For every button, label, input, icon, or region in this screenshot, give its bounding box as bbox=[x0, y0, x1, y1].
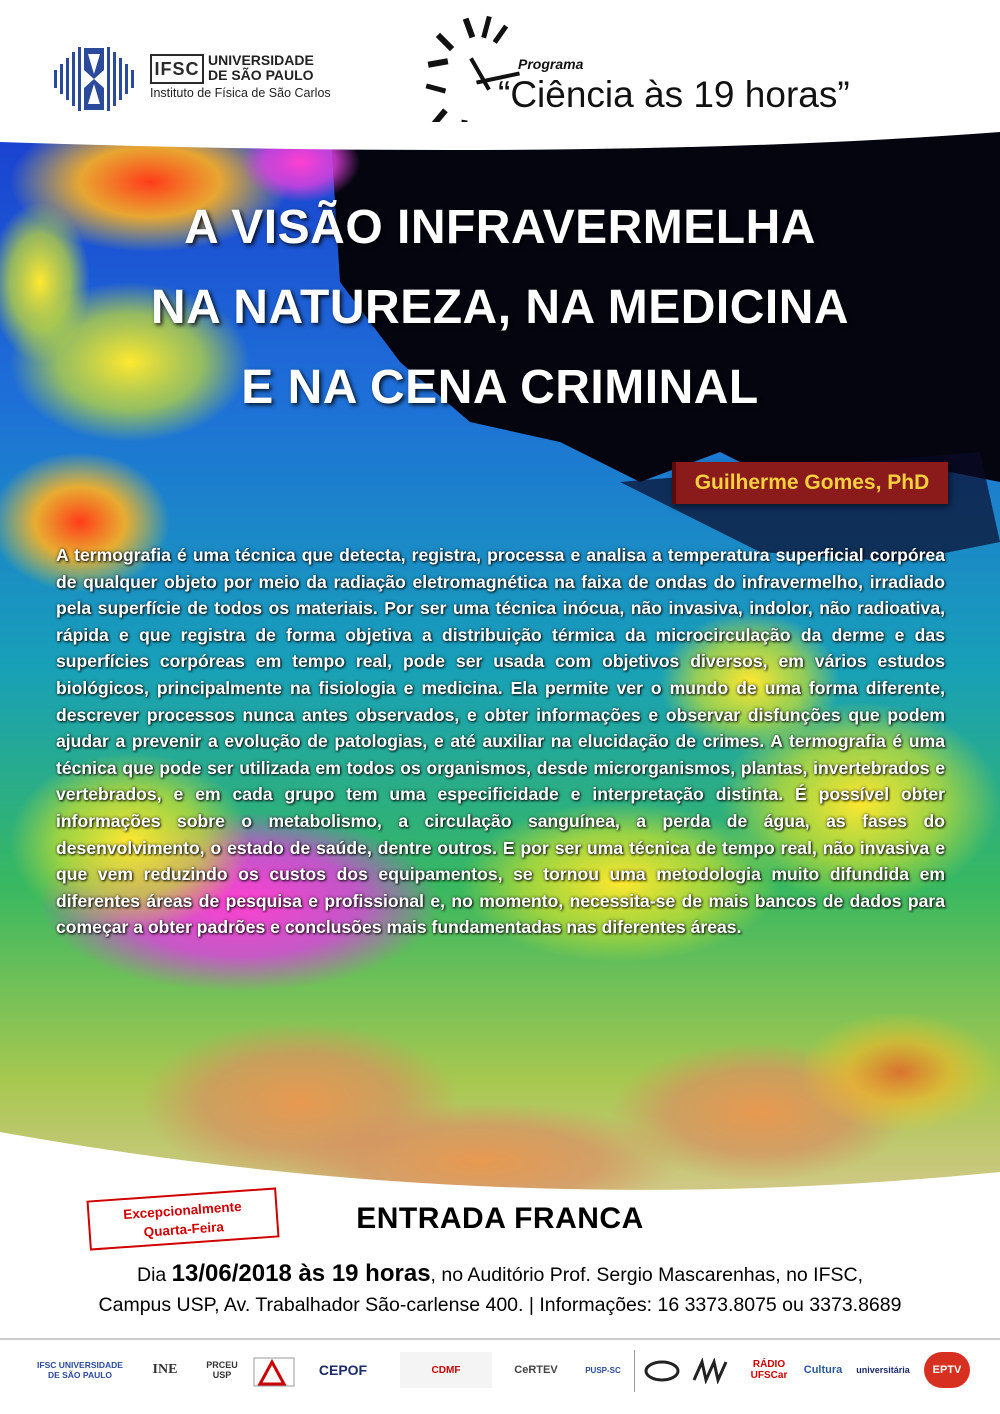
exception-line-2: Quarta-Feira bbox=[143, 1219, 225, 1240]
university-line-1: UNIVERSIDADE bbox=[208, 52, 314, 68]
sponsor-icon-b bbox=[644, 1358, 680, 1384]
exception-line-1: Excepcionalmente bbox=[122, 1198, 243, 1223]
sponsor-universitaria: universitária bbox=[856, 1365, 910, 1375]
usp-logo-icon bbox=[52, 44, 136, 114]
sponsor-certev: CeRTEV bbox=[514, 1364, 558, 1376]
footer-divider bbox=[0, 1338, 1000, 1340]
sponsor-eptv: EPTV bbox=[924, 1352, 970, 1388]
program-label: Programa bbox=[518, 56, 584, 72]
program-title: “Ciência às 19 horas” bbox=[498, 74, 850, 115]
ifsc-logo: IFSC bbox=[150, 54, 204, 84]
sponsor-ifsc: IFSC UNIVERSIDADE DE SÃO PAULO bbox=[37, 1360, 123, 1380]
venue-text: , no Auditório Prof. Sergio Mascarenhas, no IFSC, bbox=[430, 1264, 864, 1286]
sponsor-prceu: PRCEU USP bbox=[206, 1360, 238, 1380]
sponsor-icon-c bbox=[692, 1358, 732, 1384]
sponsor-radio: RÁDIO UFSCar bbox=[750, 1359, 788, 1381]
sponsor-divider bbox=[634, 1350, 635, 1392]
university-line-2: DE SÃO PAULO bbox=[208, 67, 314, 83]
event-date-line bbox=[0, 1260, 1000, 1288]
title-line-3: E NA CENA CRIMINAL bbox=[241, 361, 759, 414]
title-line-1: A VISÃO INFRAVERMELHA bbox=[184, 201, 816, 254]
institute-name: Instituto de Física de São Carlos bbox=[150, 86, 331, 100]
speaker-badge: Guilherme Gomes, PhD bbox=[672, 462, 948, 504]
address-line: Campus USP, Av. Trabalhador São-carlense 400. | Informações: 16 3373.8075 ou 3373.8689 bbox=[98, 1294, 902, 1316]
sponsor-cepof: CEPOF bbox=[318, 1362, 368, 1378]
abstract-text: A termografia é uma técnica que detecta, registra, processa e analisa a temperatura superficial corpórea de qualquer objeto por meio da radiação eletromagnética na faixa de ondas do infravermelho, irradiado pela superfície de todos os materiais. Por ser uma técnica inócua, não invasiva, indolor, não radioativa, rápida e que registra de forma objetiva a distribuição térmica da microcirculação da derme e das superfícies corpóreas em tempo real, pode ser usada com objetivos diversos, em vários estudos biológicos, principalmente na fisiologia e medicina. Ela permite ver o mundo de uma forma diferente, descrever processos nunca antes observados, e obter informações e observar disfunções que podem ajudar a prevenir a evolução de patologias, e até auxiliar na elucidação de crimes. A termografia é uma técnica que pode ser utilizada em todos os organismos, desde microrganismos, plantas, invertebrados e vertebrados, e em cada grupo tem uma especificidade e interpretação distinta. É possível obter informações sobre o metabolismo, a circulação sanguínea, a perda de água, as fases do desenvolvimento, o estado de saúde, dentre outros. E por ser uma técnica de tempo real, não invasiva e que vem reduzindo os custos dos equipamentos, se tornou uma metodologia muito difundida em diferentes áreas de pesquisa e profissional e, no momento, necessita-se de mais bancos de dados para começar a obter padrões e conclusões mais fundamentadas nas diferentes áreas. bbox=[56, 545, 945, 938]
sponsor-pusp: PUSP-SC bbox=[585, 1365, 621, 1375]
title-line-2: NA NATUREZA, NA MEDICINA bbox=[150, 281, 850, 334]
event-date: 13/06/2018 às 19 horas bbox=[171, 1260, 431, 1287]
sponsor-icon-a bbox=[252, 1356, 296, 1388]
date-prefix: Dia bbox=[136, 1264, 172, 1286]
sponsor-cdmf: CDMF bbox=[400, 1352, 492, 1388]
free-entry-heading: ENTRADA FRANCA bbox=[356, 1202, 644, 1235]
sponsor-ine: INE bbox=[152, 1362, 178, 1377]
sponsor-cultura: Cultura bbox=[803, 1364, 843, 1376]
